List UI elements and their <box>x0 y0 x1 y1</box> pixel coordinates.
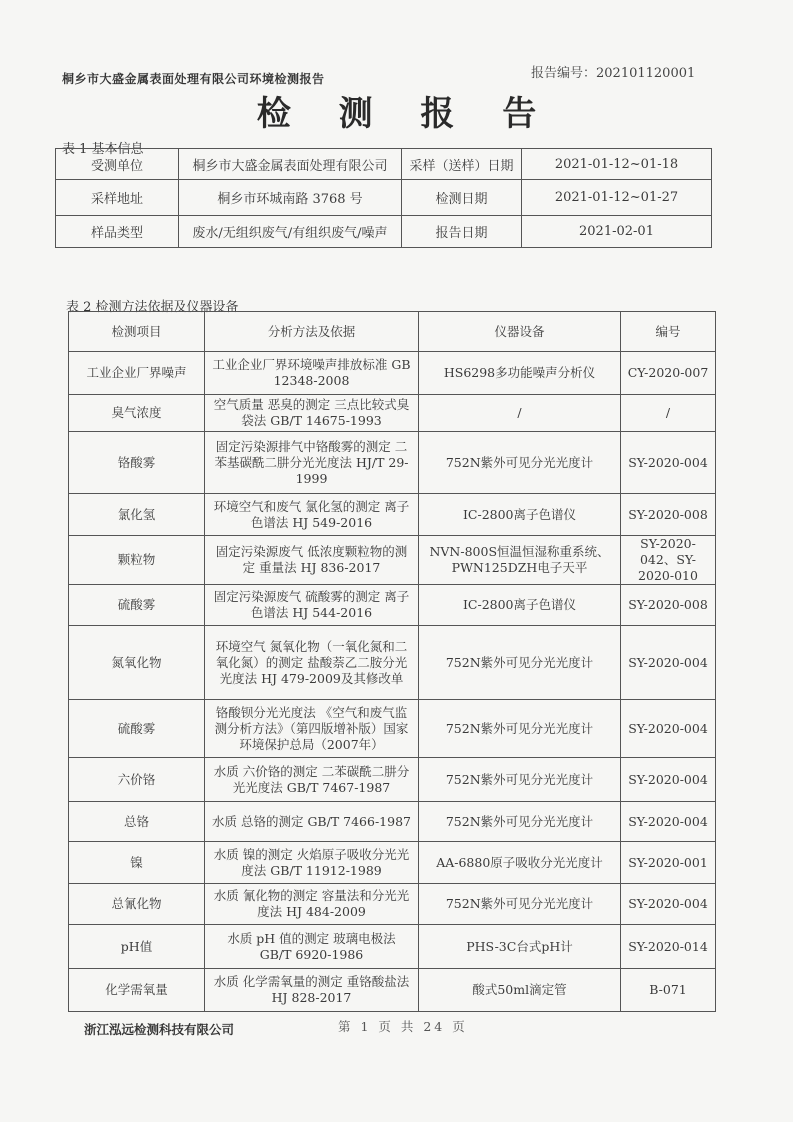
table-row <box>56 149 712 180</box>
code-cell: SY-2020-004 <box>621 758 716 802</box>
method-cell: 铬酸钡分光光度法 《空气和废气监测分析方法》（第四版增补版）国家环境保护总局（2007年） <box>205 700 419 758</box>
code-cell: SY-2020-008 <box>621 494 716 536</box>
item-cell: 镍 <box>69 842 205 884</box>
basic-info-table <box>55 148 712 248</box>
column-header: 分析方法及依据 <box>205 312 419 352</box>
method-cell: 水质 氰化物的测定 容量法和分光光度法 HJ 484-2009 <box>205 884 419 925</box>
table-cell: 2021-02-01 <box>522 216 712 248</box>
item-cell: 臭气浓度 <box>69 395 205 432</box>
method-cell: 水质 镍的测定 火焰原子吸收分光光度法 GB/T 11912-1989 <box>205 842 419 884</box>
method-cell: 工业企业厂界环境噪声排放标准 GB 12348-2008 <box>205 352 419 395</box>
instrument-cell: IC-2800离子色谱仪 <box>419 494 621 536</box>
table-row <box>69 700 716 758</box>
item-cell: 工业企业厂界噪声 <box>69 352 205 395</box>
report-number-label: 报告编号： <box>531 66 597 81</box>
table-row <box>69 969 716 1012</box>
page-title: 检 测 报 告 <box>256 94 555 134</box>
code-cell: SY-2020-004 <box>621 700 716 758</box>
instrument-cell: IC-2800离子色谱仪 <box>419 585 621 626</box>
table-cell: 2021-01-12~01-27 <box>522 180 712 216</box>
method-cell: 空气质量 恶臭的测定 三点比较式臭袋法 GB/T 14675-1993 <box>205 395 419 432</box>
column-header: 编号 <box>621 312 716 352</box>
column-header: 仪器设备 <box>419 312 621 352</box>
instrument-cell: HS6298多功能噪声分析仪 <box>419 352 621 395</box>
item-cell: pH值 <box>69 925 205 969</box>
table-row <box>69 925 716 969</box>
item-cell: 六价铬 <box>69 758 205 802</box>
method-cell: 环境空气 氮氧化物（一氧化氮和二氧化氮）的测定 盐酸萘乙二胺分光光度法 HJ 479-2009及其修改单 <box>205 626 419 700</box>
table-row <box>69 536 716 585</box>
item-cell: 氯化氢 <box>69 494 205 536</box>
code-cell: SY-2020-001 <box>621 842 716 884</box>
code-cell: SY-2020-042、SY-2020-010 <box>621 536 716 585</box>
code-cell: SY-2020-014 <box>621 925 716 969</box>
table1-caption: 表 1 基本信息 <box>62 142 144 157</box>
code-cell: SY-2020-008 <box>621 585 716 626</box>
item-cell: 化学需氧量 <box>69 969 205 1012</box>
table-row <box>69 494 716 536</box>
table-row <box>69 842 716 884</box>
table-cell: 桐乡市环城南路 3768 号 <box>179 180 402 216</box>
table-row <box>56 180 712 216</box>
methods-table <box>68 311 716 1012</box>
instrument-cell: AA-6880原子吸收分光光度计 <box>419 842 621 884</box>
table-cell: 检测日期 <box>402 180 522 216</box>
table-row <box>69 432 716 494</box>
instrument-cell: 752N紫外可见分光光度计 <box>419 758 621 802</box>
item-cell: 总铬 <box>69 802 205 842</box>
code-cell: SY-2020-004 <box>621 432 716 494</box>
page-number: 第 1 页 共 24 页 <box>338 1019 468 1034</box>
footer-company: 浙江泓远检测科技有限公司 <box>84 1022 235 1037</box>
instrument-cell: PHS-3C台式pH计 <box>419 925 621 969</box>
instrument-cell: 752N紫外可见分光光度计 <box>419 626 621 700</box>
code-cell: CY-2020-007 <box>621 352 716 395</box>
table-row <box>69 884 716 925</box>
table-row <box>69 626 716 700</box>
method-cell: 环境空气和废气 氯化氢的测定 离子色谱法 HJ 549-2016 <box>205 494 419 536</box>
table-header-row <box>69 312 716 352</box>
table-row <box>69 585 716 626</box>
report-number <box>531 62 695 81</box>
table-cell: 采样地址 <box>56 180 179 216</box>
report-number-value: 202101120001 <box>596 66 696 81</box>
table-cell: 采样（送样）日期 <box>402 149 522 180</box>
method-cell: 固定污染源排气中铬酸雾的测定 二苯基碳酰二肼分光光度法 HJ/T 29-1999 <box>205 432 419 494</box>
item-cell: 硫酸雾 <box>69 585 205 626</box>
method-cell: 固定污染源废气 硫酸雾的测定 离子色谱法 HJ 544-2016 <box>205 585 419 626</box>
item-cell: 硫酸雾 <box>69 700 205 758</box>
table2-caption: 表 2 检测方法依据及仪器设备 <box>66 300 239 315</box>
code-cell: SY-2020-004 <box>621 884 716 925</box>
table-cell: 2021-01-12~01-18 <box>522 149 712 180</box>
method-cell: 水质 六价铬的测定 二苯碳酰二肼分光光度法 GB/T 7467-1987 <box>205 758 419 802</box>
method-cell: 水质 pH 值的测定 玻璃电极法 GB/T 6920-1986 <box>205 925 419 969</box>
table-cell: 桐乡市大盛金属表面处理有限公司 <box>179 149 402 180</box>
code-cell: B-071 <box>621 969 716 1012</box>
item-cell: 铬酸雾 <box>69 432 205 494</box>
instrument-cell: 752N紫外可见分光光度计 <box>419 802 621 842</box>
code-cell: / <box>621 395 716 432</box>
code-cell: SY-2020-004 <box>621 626 716 700</box>
table-row <box>69 352 716 395</box>
item-cell: 颗粒物 <box>69 536 205 585</box>
item-cell: 氮氧化物 <box>69 626 205 700</box>
table-cell: 受测单位 <box>56 149 179 180</box>
instrument-cell: 752N紫外可见分光光度计 <box>419 432 621 494</box>
table-row <box>69 395 716 432</box>
table-row <box>56 216 712 248</box>
item-cell: 总氰化物 <box>69 884 205 925</box>
table-row <box>69 802 716 842</box>
instrument-cell: NVN-800S恒温恒湿称重系统、PWN125DZH电子天平 <box>419 536 621 585</box>
table-cell: 样品类型 <box>56 216 179 248</box>
method-cell: 水质 总铬的测定 GB/T 7466-1987 <box>205 802 419 842</box>
table-cell: 废水/无组织废气/有组织废气/噪声 <box>179 216 402 248</box>
instrument-cell: 酸式50ml滴定管 <box>419 969 621 1012</box>
method-cell: 水质 化学需氧量的测定 重铬酸盐法 HJ 828-2017 <box>205 969 419 1012</box>
method-cell: 固定污染源废气 低浓度颗粒物的测定 重量法 HJ 836-2017 <box>205 536 419 585</box>
table-row <box>69 758 716 802</box>
company-report-title: 桐乡市大盛金属表面处理有限公司环境检测报告 <box>62 72 325 86</box>
column-header: 检测项目 <box>69 312 205 352</box>
code-cell: SY-2020-004 <box>621 802 716 842</box>
instrument-cell: 752N紫外可见分光光度计 <box>419 700 621 758</box>
table-cell: 报告日期 <box>402 216 522 248</box>
instrument-cell: / <box>419 395 621 432</box>
instrument-cell: 752N紫外可见分光光度计 <box>419 884 621 925</box>
